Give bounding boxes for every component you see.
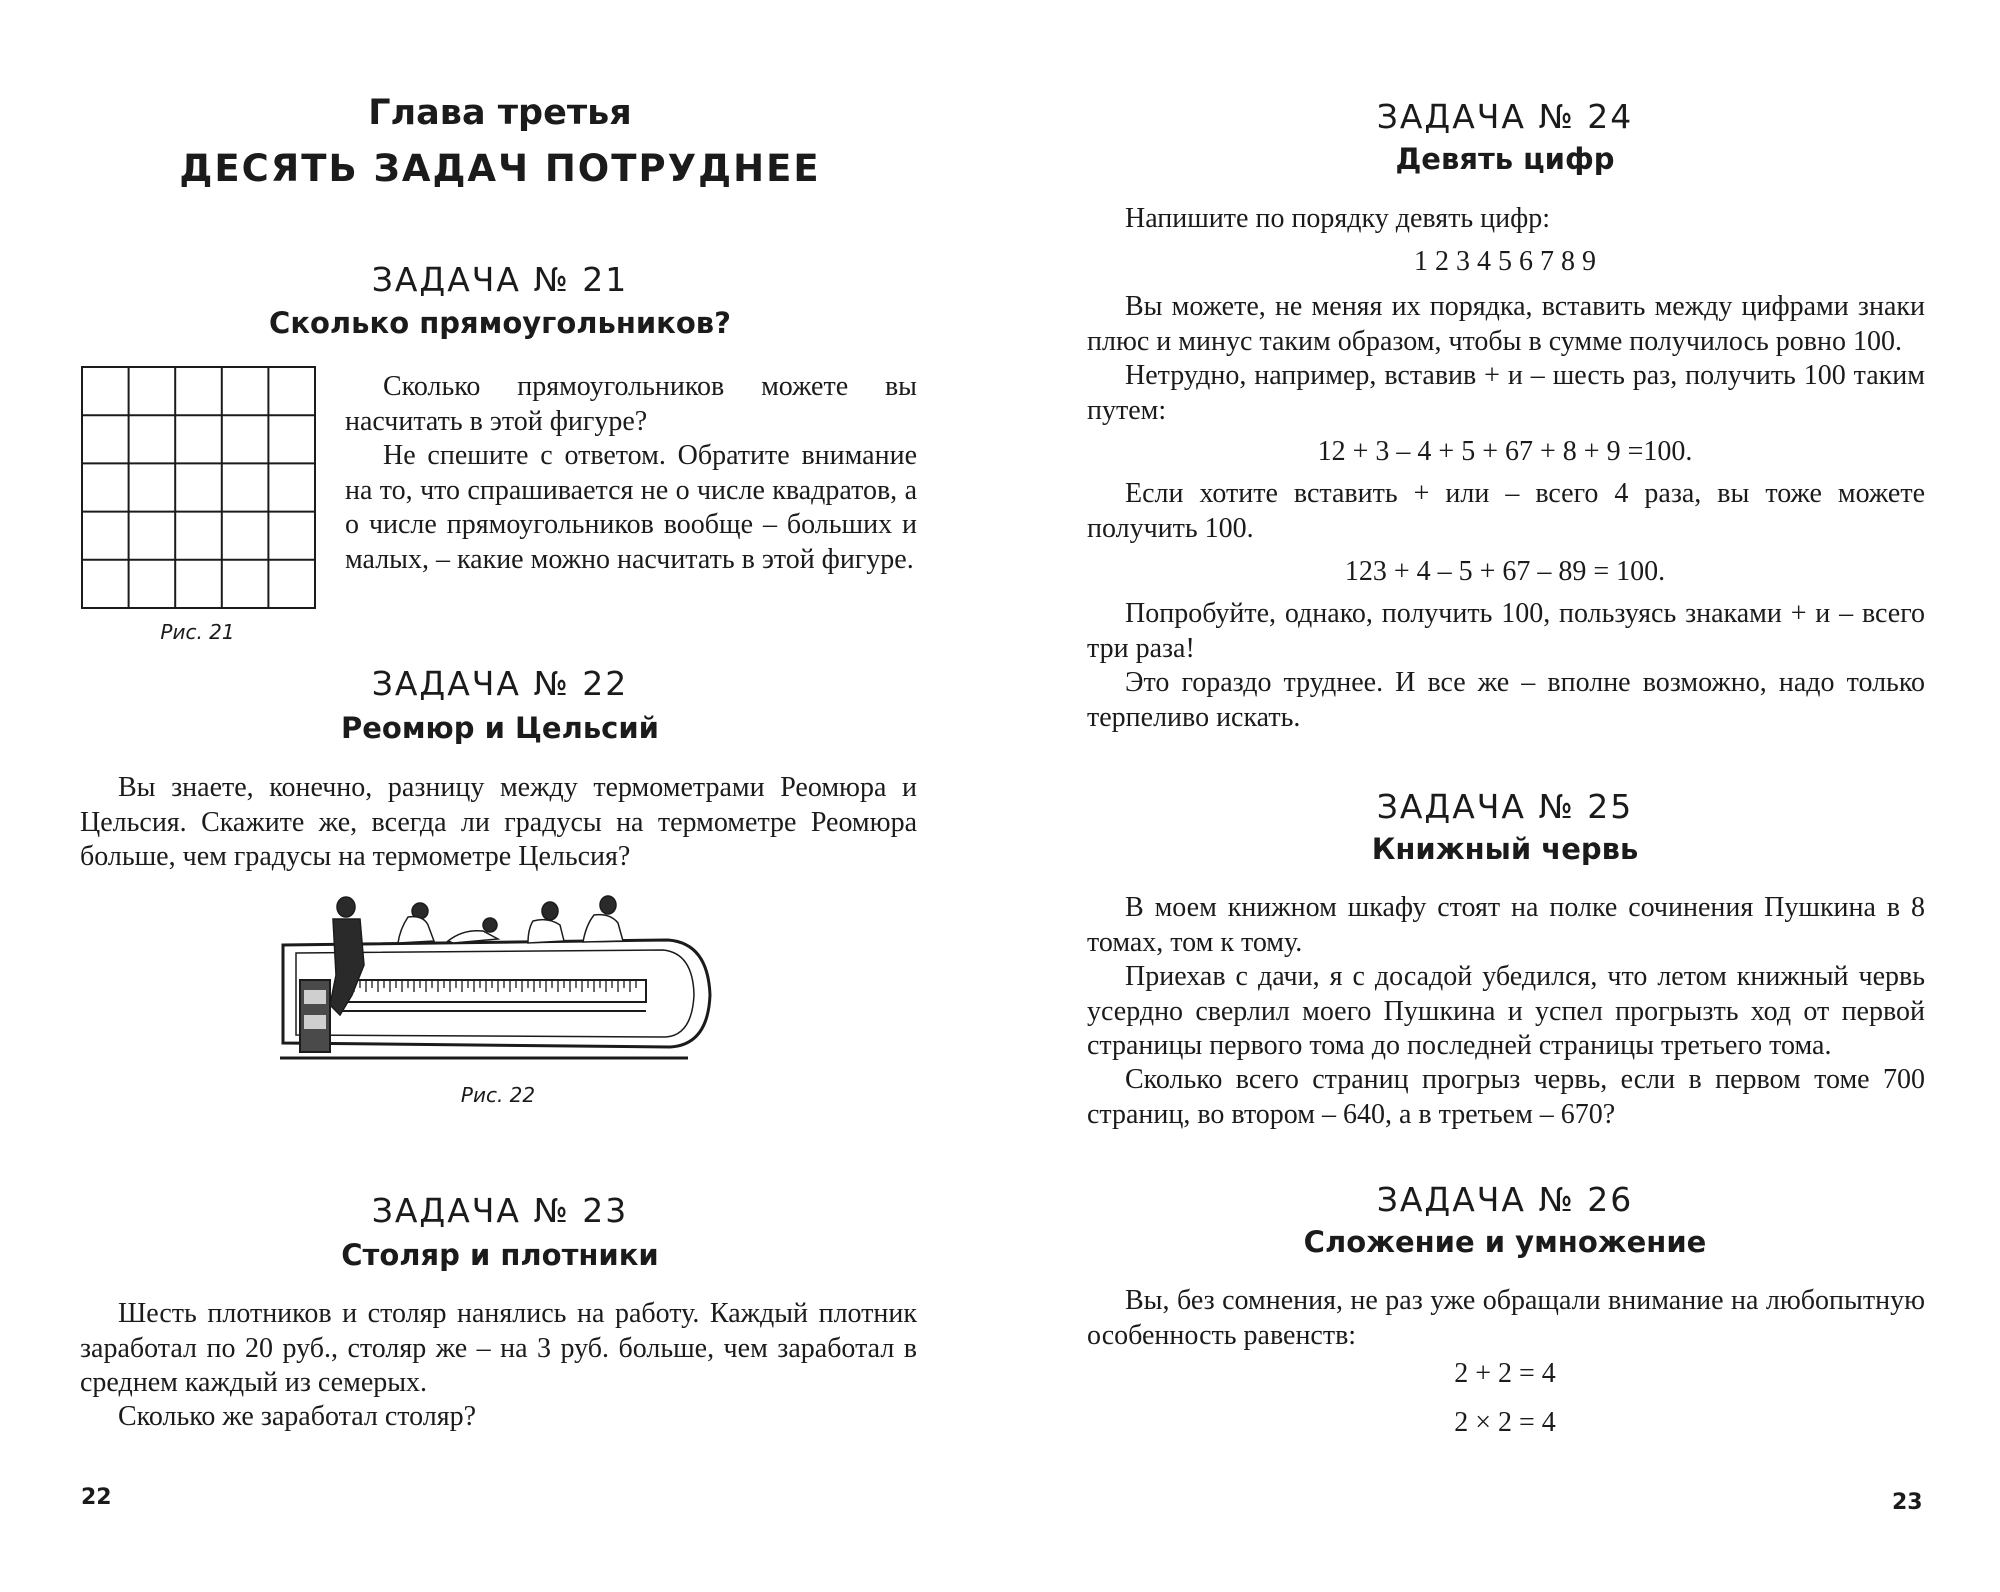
- chapter-label: Глава третья: [368, 93, 632, 133]
- task-24-title: Девять цифр: [1395, 142, 1615, 176]
- task-24-number: ЗАДАЧА № 24: [1376, 97, 1634, 136]
- task-21-number: ЗАДАЧА № 21: [371, 260, 629, 299]
- task-25-title: Книжный червь: [1371, 832, 1639, 866]
- task-23-number: ЗАДАЧА № 23: [371, 1191, 629, 1230]
- formula-multiplication: 2 × 2 = 4: [1454, 1407, 1556, 1438]
- task-22-title: Реомюр и Цельсий: [341, 711, 659, 745]
- task-22-number: ЗАДАЧА № 22: [371, 664, 629, 703]
- person-head: [483, 918, 497, 932]
- task-26-title: Сложение и умножение: [1303, 1225, 1707, 1259]
- mechanism-detail: [304, 1015, 326, 1029]
- task-25-paragraph-3: Сколько всего страниц прогрыз червь, если в первом томе 700 страниц, во втором – 640, а в третьем – 670?: [1087, 1064, 1925, 1130]
- right-page: [1000, 0, 2000, 1592]
- task-24-paragraph-4: Если хотите вставить + или – всего 4 раза, вы тоже можете получить 100.: [1087, 478, 1925, 544]
- person-head: [542, 902, 558, 920]
- task-26-number: ЗАДАЧА № 26: [1376, 1180, 1634, 1219]
- task-21-title: Сколько прямоугольников?: [269, 306, 731, 340]
- digits-sequence: 1 2 3 4 5 6 7 8 9: [1414, 246, 1596, 277]
- figure-21-caption: Рис. 21: [160, 620, 235, 644]
- thermometer-illustration: [278, 895, 718, 1065]
- page-number-right: 23: [1892, 1490, 1923, 1515]
- person-sitting-figure: [398, 917, 434, 943]
- task-23-title: Столяр и плотники: [341, 1238, 659, 1272]
- page-number-left: 22: [81, 1485, 112, 1510]
- task-25-paragraph-2: Приехав с дачи, я с досадой убедился, что летом книжный червь усердно сверлил моего Пушкина и успел прогрызть ход от первой страницы первого тома до последней страницы третьего тома.: [1087, 961, 1925, 1061]
- formula-six-signs: 12 + 3 – 4 + 5 + 67 + 8 + 9 =100.: [1317, 436, 1693, 467]
- task-21-paragraph-1: Сколько прямоугольников можете вы насчитать в этой фигуре?: [345, 371, 917, 437]
- formula-four-signs: 123 + 4 – 5 + 67 – 89 = 100.: [1344, 556, 1666, 587]
- task-24-paragraph-5: Попробуйте, однако, получить 100, пользуясь знаками + и – всего три раза!: [1087, 598, 1925, 664]
- task-24-paragraph-1: Напишите по порядку девять цифр:: [1125, 203, 1551, 234]
- person-sitting-figure: [583, 915, 623, 942]
- task-23-paragraph-1: Шесть плотников и столяр нанялись на работу. Каждый плотник заработал по 20 руб., столяр же – на 3 руб. больше, чем заработал в среднем каждый из семерых.: [80, 1298, 917, 1398]
- figure-22-caption: Рис. 22: [460, 1083, 536, 1107]
- formula-addition: 2 + 2 = 4: [1454, 1358, 1556, 1389]
- chapter-title: ДЕСЯТЬ ЗАДАЧ ПОТРУДНЕЕ: [179, 147, 821, 190]
- person-head: [337, 897, 355, 917]
- task-24-paragraph-2: Вы можете, не меняя их порядка, вставить между цифрами знаки плюс и минус таким образом, чтобы в сумме получилось ровно 100.: [1087, 291, 1925, 357]
- task-23-paragraph-2: Сколько же заработал столяр?: [118, 1401, 477, 1432]
- task-24-paragraph-3: Нетрудно, например, вставив + и – шесть раз, получить 100 таким путем:: [1087, 360, 1925, 426]
- task-21-paragraph-2: Не спешите с ответом. Обратите внимание на то, что спрашивается не о числе квадратов, а о числе прямоугольников вообще – больших и малых, – какие можно насчитать в этой фигуре.: [345, 440, 917, 575]
- task-25-paragraph-1: В моем книжном шкафу стоят на полке сочинения Пушкина в 8 томах, том к тому.: [1087, 892, 1925, 958]
- task-25-number: ЗАДАЧА № 25: [1376, 787, 1634, 826]
- grid-outline: [82, 367, 315, 608]
- task-24-paragraph-6: Это гораздо труднее. И все же – вполне возможно, надо только терпеливо искать.: [1087, 667, 1925, 733]
- person-head: [600, 896, 616, 914]
- rectangle-grid-figure: [81, 366, 316, 609]
- mechanism-detail: [304, 990, 326, 1004]
- person-sitting-figure: [528, 920, 564, 943]
- task-26-paragraph-1: Вы, без сомнения, не раз уже обращали внимание на любопытную особенность равенств:: [1087, 1285, 1925, 1351]
- task-22-paragraph-1: Вы знаете, конечно, разницу между термометрами Реомюра и Цельсия. Скажите же, всегда ли градусы на термометре Реомюра больше, чем градусы на термометре Цельсия?: [80, 772, 917, 872]
